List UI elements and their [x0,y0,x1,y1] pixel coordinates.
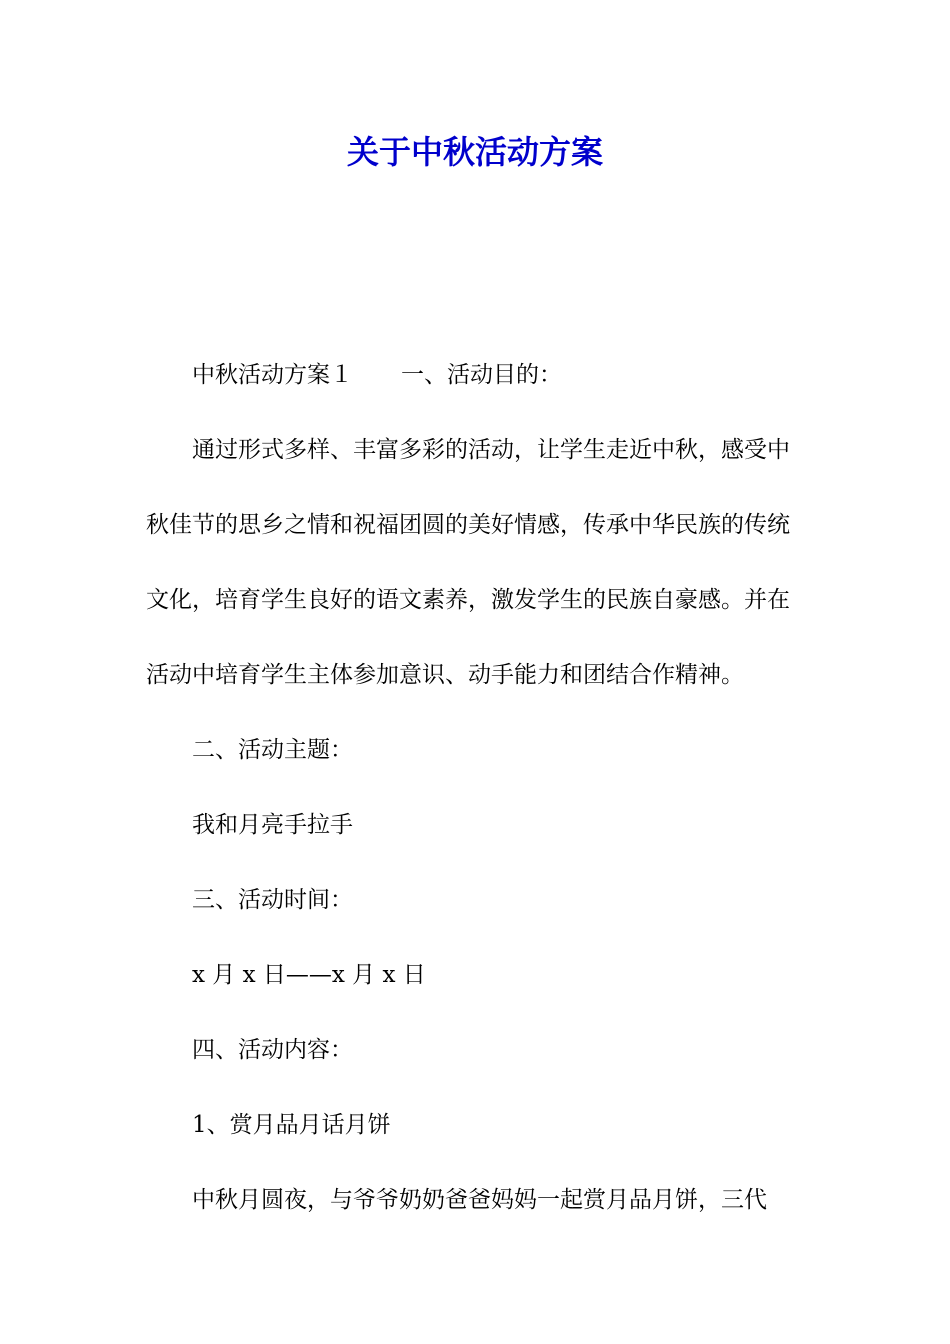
item1-title: 1、赏月品月话月饼 [192,1112,391,1138]
section1-body: 通过形式多样、丰富多彩的活动，让学生走近中秋，感受中秋佳节的思乡之情和祝福团圆的美好情感，传承中华民族的传统文化，培育学生良好的语文素养，激发学生的民族自豪感。并在活动中培育学生主体参加意识、动手能力和团结合作精神。 [146,437,790,688]
document-body [146,338,806,1238]
plan-heading-line [146,338,806,413]
document-title: 关于中秋活动方案 [346,133,603,171]
plan-heading: 中秋活动方案１ [192,362,353,388]
section3-body: x 月 x 日——x 月 x 日 [192,962,426,988]
section3-title: 三、活动时间： [192,887,353,913]
item1-body: 中秋月圆夜，与爷爷奶奶爸爸妈妈一起赏月品月饼，三代 [192,1187,767,1213]
section2-body: 我和月亮手拉手 [192,812,353,838]
section2-title: 二、活动主题： [192,737,353,763]
section1-title: 一、活动目的： [401,362,562,388]
section4-title: 四、活动内容： [192,1037,353,1063]
